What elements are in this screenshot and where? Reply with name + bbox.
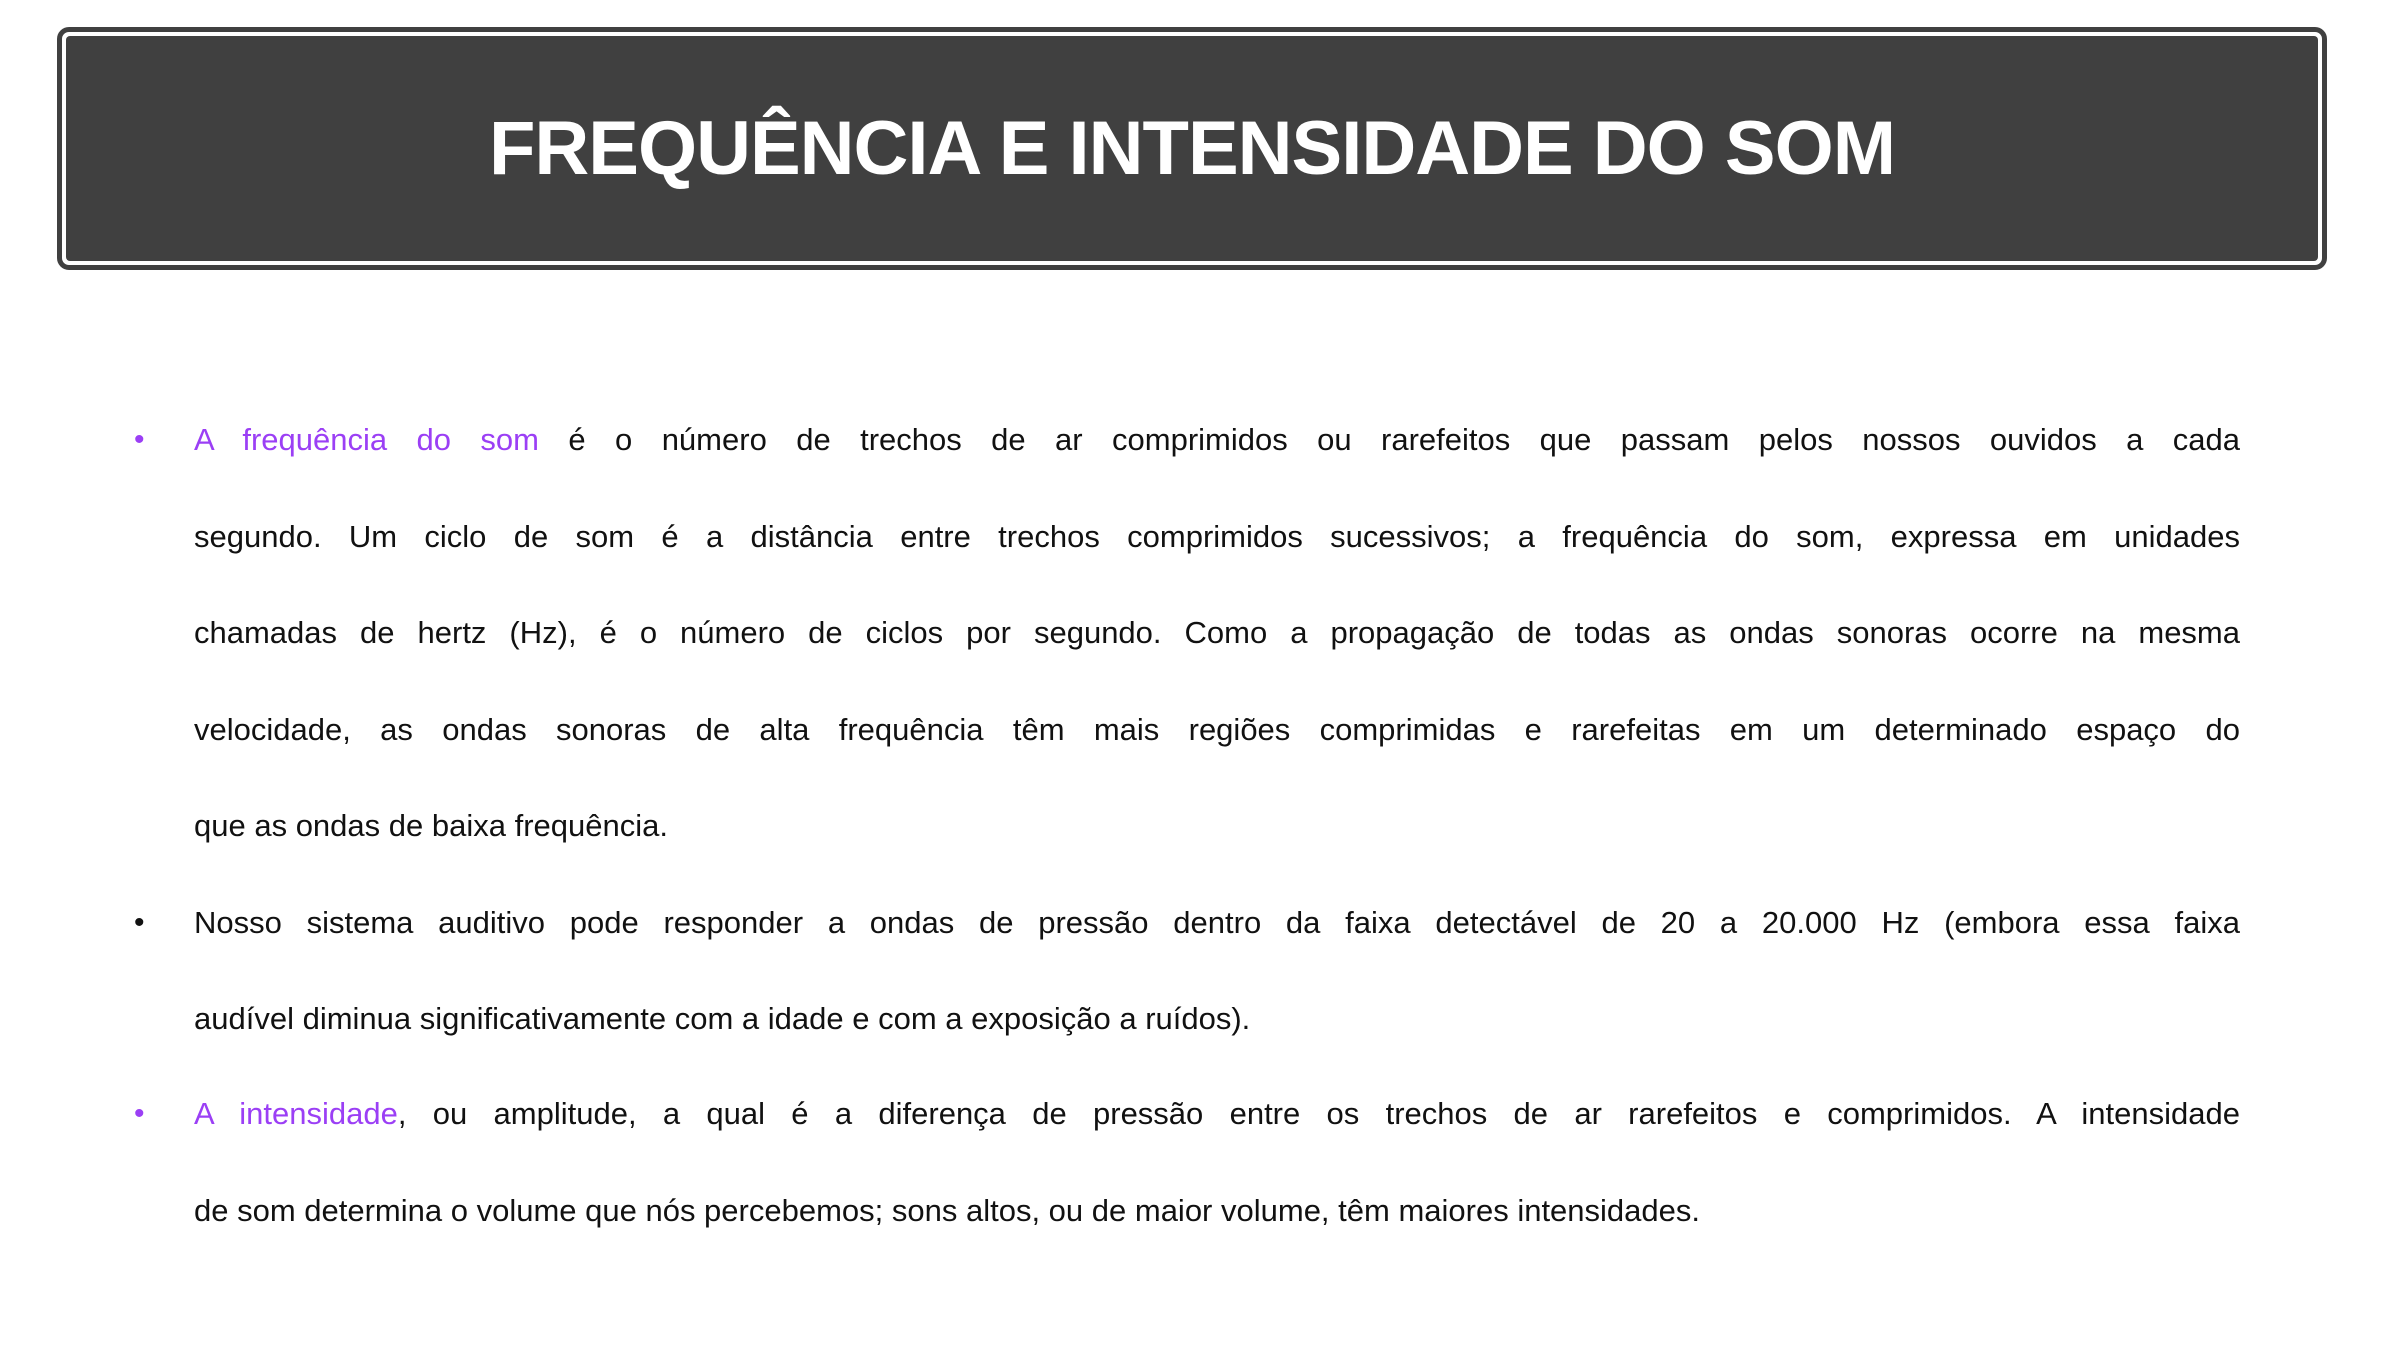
bullet-2-line-1: Nosso sistema auditivo pode responder a ondas de pressão dentro da faixa detectável de 20 a 20.000 Hz (embora essa faixa — [194, 905, 2240, 940]
bullet-icon: • — [134, 423, 145, 456]
slide-title: FREQUÊNCIA E INTENSIDADE DO SOM — [488, 106, 1896, 191]
text: , ou amplitude, a qual é a diferença de pressão entre os trechos de ar rarefeitos e comprimidos. A intensidade — [397, 1096, 2240, 1131]
bullet-1-line-5: que as ondas de baixa frequência. — [194, 808, 668, 843]
bullet-1-line-3: chamadas de hertz (Hz), é o número de ciclos por segundo. Como a propagação de todas as ondas sonoras ocorre na mesma — [194, 615, 2240, 650]
highlight-term: A frequência do som — [194, 422, 539, 457]
bullet-icon: • — [134, 1097, 145, 1130]
bullet-3-line-1 — [194, 1094, 2240, 1134]
title-banner — [66, 36, 2318, 261]
bullet-1-line-1 — [194, 420, 2240, 460]
bullet-2-line-2: audível diminua significativamente com a idade e com a exposição a ruídos). — [194, 1001, 1251, 1036]
bullet-1-line-2: segundo. Um ciclo de som é a distância entre trechos comprimidos sucessivos; a frequência do som, expressa em unidades — [194, 519, 2240, 554]
text: é o número de trechos de ar comprimidos ou rarefeitos que passam pelos nossos ouvidos a cada — [539, 422, 2240, 457]
bullet-1-line-4: velocidade, as ondas sonoras de alta frequência têm mais regiões comprimidas e rarefeitas em um determinado espaço do — [194, 712, 2240, 747]
bullet-icon: • — [134, 906, 145, 939]
highlight-term: A intensidade — [194, 1096, 398, 1131]
bullet-3-line-2: de som determina o volume que nós percebemos; sons altos, ou de maior volume, têm maiores intensidades. — [194, 1193, 1700, 1228]
title-box — [57, 27, 2327, 270]
